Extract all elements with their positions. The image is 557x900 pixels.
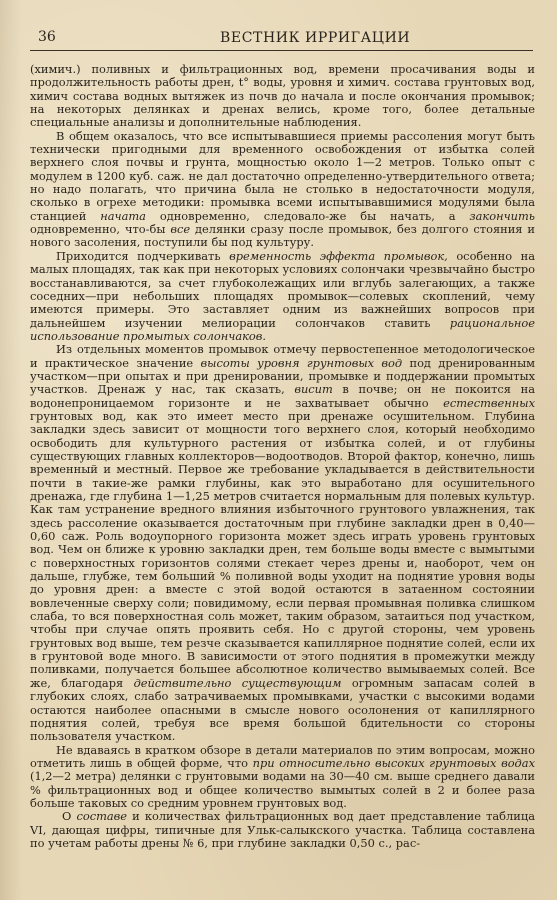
emphasized-text: все [170, 222, 191, 237]
emphasized-text: закончить [469, 208, 536, 223]
paragraph-text: (химич.) поливных и фильтрационных вод, времени просачивания воды и продолжительность работы дрен, t° воды, уровня и химич. состава грунтовых вод, химич состава водных вытяжек из почв до начала и после окончания промывок; на некоторых делянках и дренах велись, кроме того, более детальные специальные анализы и дополнительные наблюдения. [30, 62, 535, 130]
emphasized-text: начата [100, 208, 146, 223]
paragraph-text: грунтовых вод, как это имеет место при дренаже осушительном. Глубина закладки здесь зависит от мощности того верхнего слоя, который необходимо освободить для культурного растения от избытка солей, и от глубины существующих главных коллекторов—водоотводов. Второй фактор, конечно, лишь временный и местный. Первое же требование укладывается в действительности почти в такие-же рамки глубины, как это выработано для осушительного дренажа, где глубина 1—1,25 метров считается нормальным для полевых культур. Как там устранение вредного влияния избыточного грунтового увлажнения, так здесь рассоление оказывается достаточным при глубине закладки дрен в 0,40—0,60 саж. Роль водоупорного горизонта может здесь играть уровень грунтовых вод. Чем он ближе к уровню закладки дрен, тем больше воды вместе с вымытыми с поверхностных горизонтов солями стекает через дрены и, наоборот, чем он дальше, глубже, тем больший % поливной воды уходит на поднятие уровня воды до уровня дрен: а вместе с этой водой остаются в затаенном состоянии вовлеченные сверху соли; повидимому, если первая промывная поливка слишком слаба, то вся поверхностная соль может, таким образом, затаиться под участком, чтобы при случае опять проявить себя. Но с другой стороны, чем уровень грунтовых вод выше, тем резче сказывается капиллярное поднятие солей, если их в грунтовой воде много. В зависимости от этого поднятия в промежутки между поливками, получается большее абсолютное количество вымываемых солей. Все же, благодаря [30, 408, 535, 690]
paragraph-text: (1,2—2 метра) делянки с грунтовыми водами на 30—40 см. выше среднего давали % фильтрационных вод и общее количество вымытых солей в 2 и более раза больше таковых со средним уровнем грунтовых вод. [30, 769, 535, 810]
paragraph-text: особенно на малых площадях, так как при некоторых условиях солончаки чрезвычайно быстро восстанавливаются, за счет глубоколежащих или вглубь залегающих, а также соседних—при небольших площадях промывок—солевых скоплений, чему имеются примеры. Это заставляет одним из важнейших вопросов при дальнейшем изучении мелиорации солончаков ставить [30, 248, 535, 330]
paragraph-text: В общем оказалось, что все испытывавшиеся приемы рассоления могут быть технически пригодными для временного освобождения от избытка солей верхнего слоя почвы и грунта, мощностью около 1—2 метров. Только опыт с модулем в 1200 куб. саж. не дал достаточно определенно-утвердительного ответа; но надо полагать, что причина была не столько в недостаточности модуля, сколько в огрехе методики: промывка всеми испытывавшимися модулями была станцией [30, 128, 535, 223]
paragraph-text: делянки сразу после промывок, без долгого стояния и нового засоления, поступили бы под культуру. [30, 222, 536, 250]
paragraph-text: О [62, 809, 77, 824]
article-body [30, 63, 535, 850]
paragraph-text: огромным запасам солей в глубоких слоях, слабо затрачиваемых промывками, участки с высокими водами остаются наиболее опасными в смысле нового осолонения от капиллярного поднятия солей, требуя все время большой бдительности со стороны пользователя участком. [30, 675, 535, 744]
page-number: 36 [38, 29, 56, 45]
paragraph [30, 343, 535, 743]
emphasized-text: высоты уровня грунтовых вод [200, 355, 403, 370]
emphasized-text: при относительно высоких грунтовых водах [252, 755, 535, 770]
paragraph-text: Не вдаваясь в кратком обзоре в детали материалов по этим вопросам, можно отметить лишь в общей форме, что [30, 742, 535, 770]
emphasized-text: составе [76, 809, 128, 824]
paragraph-text: одновременно, следовало-же бы начать, а [145, 208, 470, 223]
paragraph [30, 744, 535, 811]
paragraph-text: в почве; он не покоится на водонепроницаемом горизонте и не захватывает обычно [30, 382, 535, 410]
paragraph-text: Из отдельных моментов промывок отмечу первостепенное методологическое и практическое значение [30, 342, 535, 370]
paragraph [30, 130, 535, 250]
paragraph-text: под дренированным участком—при опытах и при дренировании, промывке и поддержании промытых участков. Дренаж у нас, так сказать, [30, 355, 535, 397]
paragraph [30, 810, 535, 850]
page-header [30, 26, 533, 51]
emphasized-text: рациональное использование промытых солончаков. [30, 315, 535, 343]
emphasized-text: естественных [443, 395, 535, 410]
paragraph-text: Приходится подчеркивать [56, 248, 230, 263]
paragraph-text: одновременно, что-бы [30, 222, 171, 237]
paragraph [30, 63, 535, 130]
running-title: ВЕСТНИК ИРРИГАЦИИ [220, 30, 411, 46]
emphasized-text: действительно существующим [133, 675, 342, 690]
emphasized-text: висит [294, 382, 333, 397]
paragraph-text: и количествах фильтрационных вод дает представление таблица VI, дающая цифры, типичные для Ульк-салыкского участка. Таблица составлена по учетам работы дрены № 6, при глубине закладки 0,50 с., рас- [30, 809, 535, 850]
paragraph [30, 250, 535, 343]
emphasized-text: временность эффекта промывок, [229, 248, 448, 263]
